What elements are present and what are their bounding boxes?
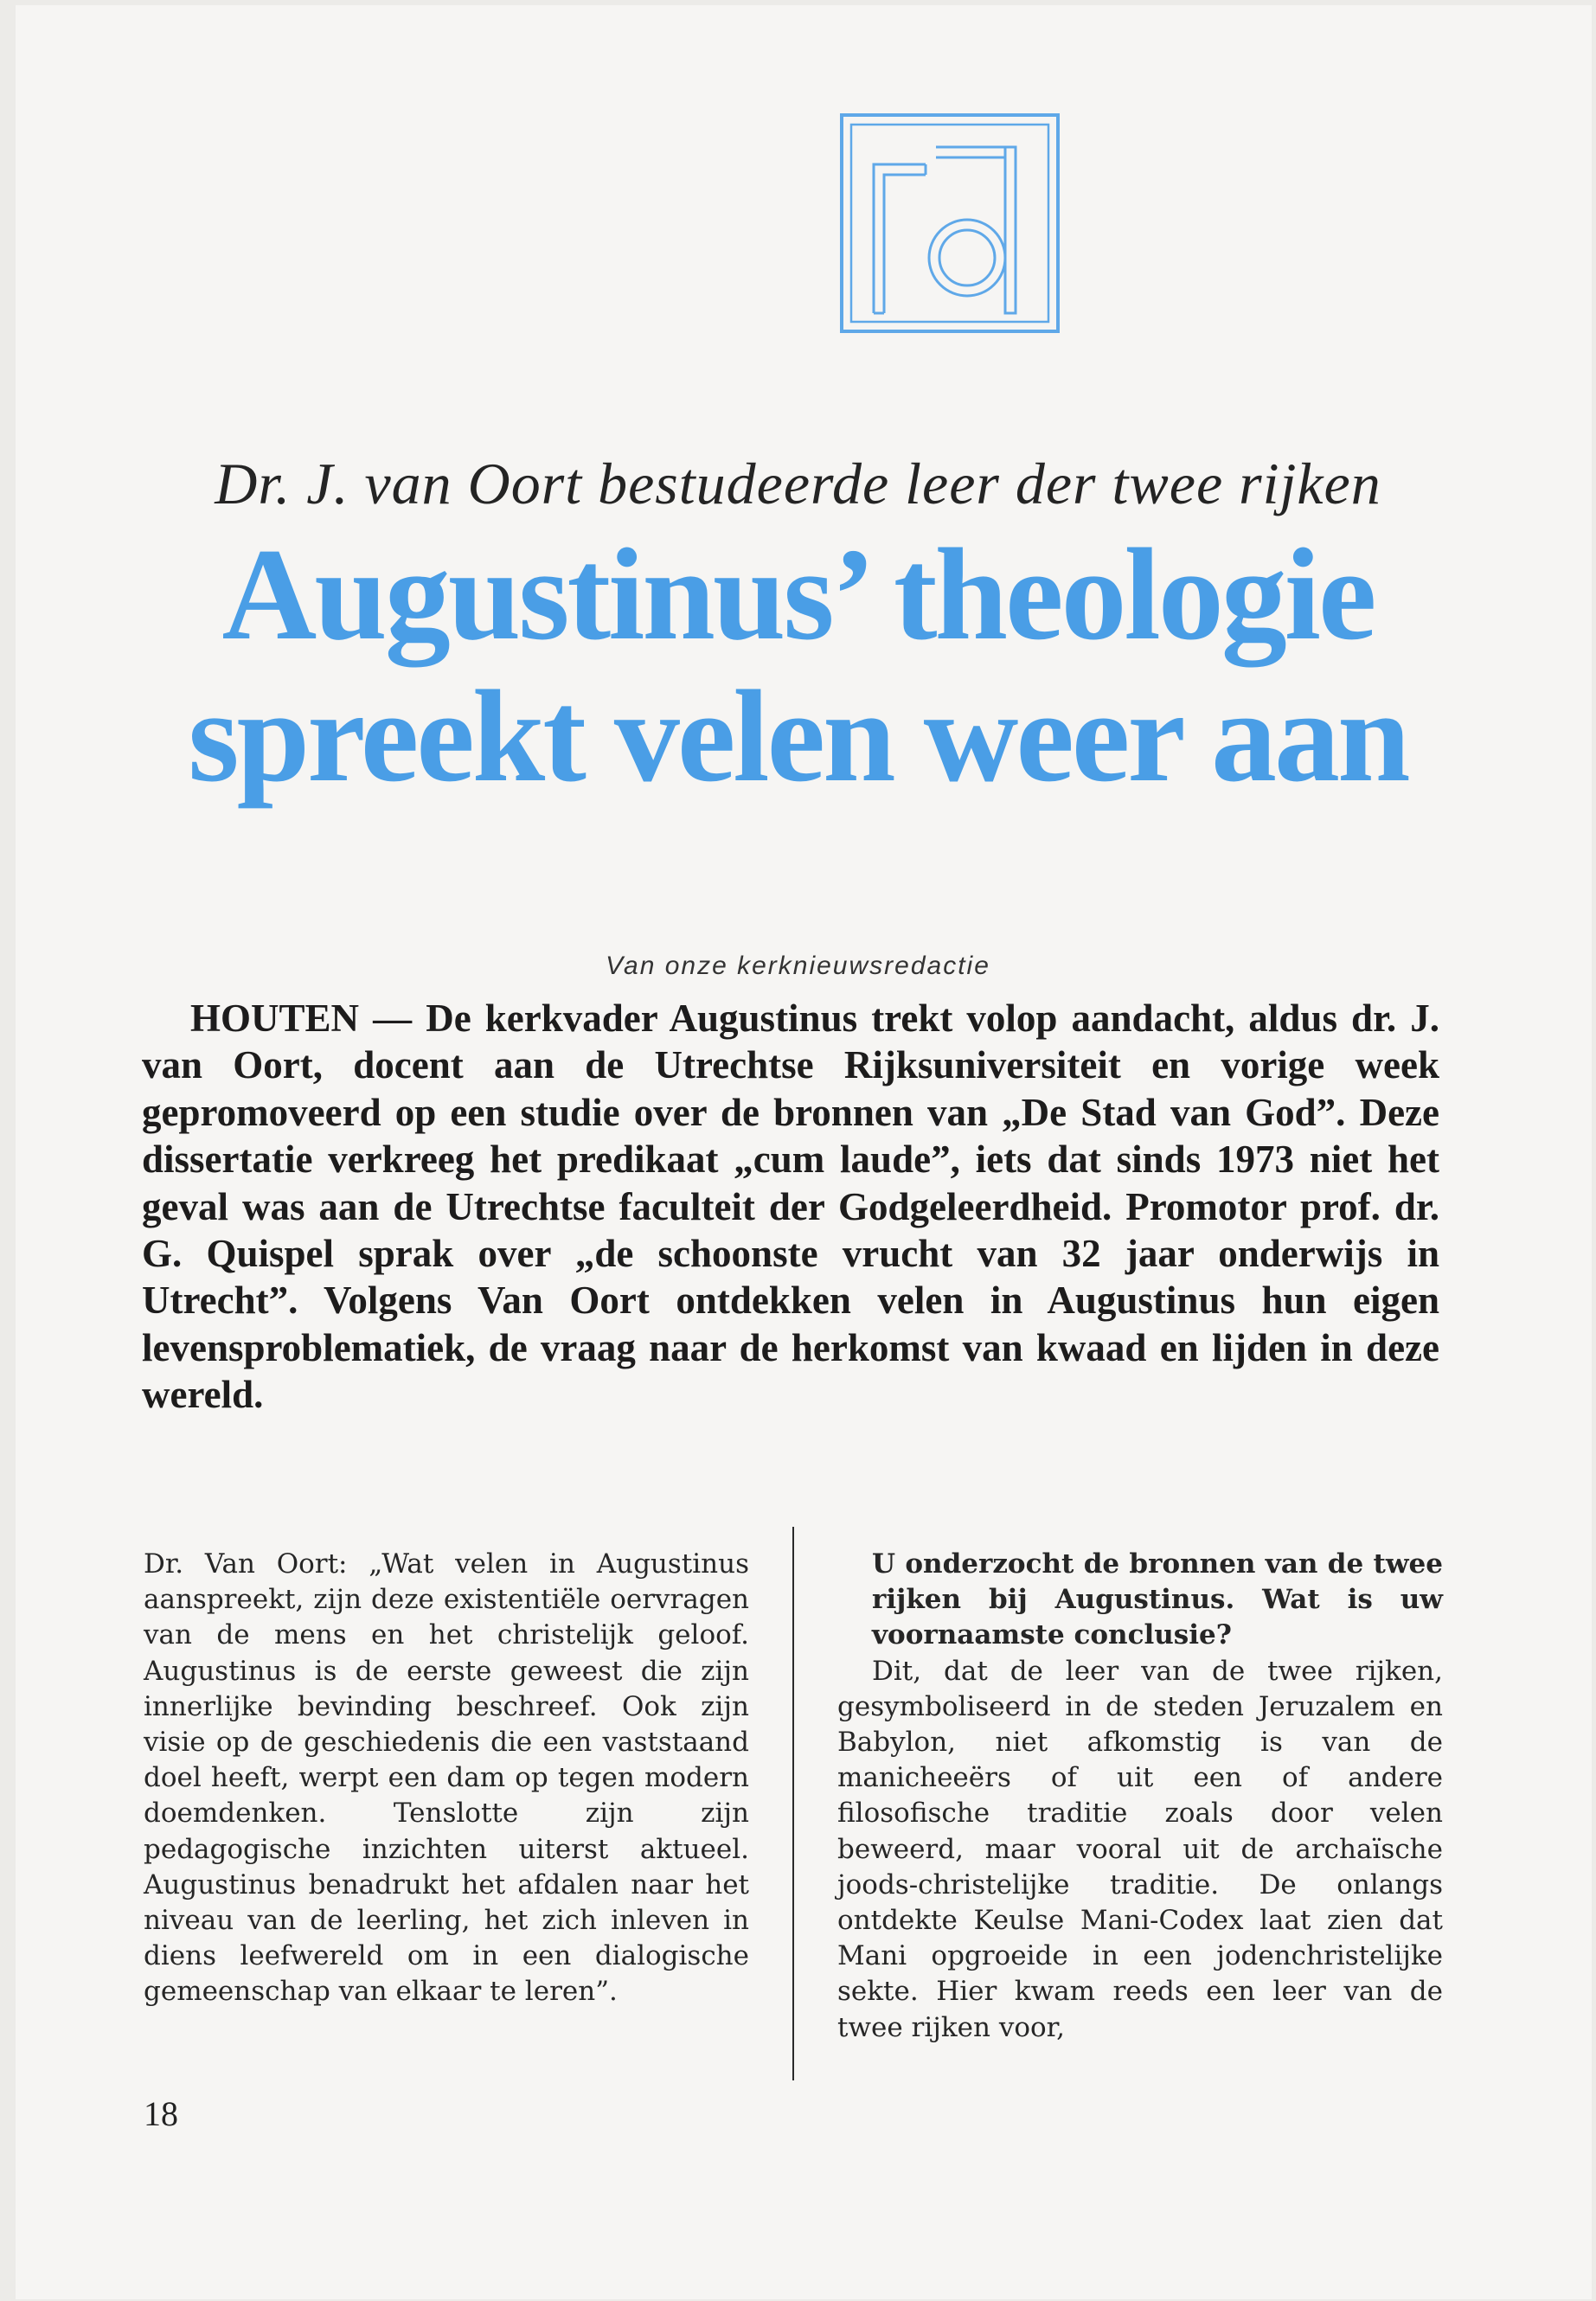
article-headline [0,523,1596,807]
article-byline: Van onze kerknieuwsredactie [606,952,990,980]
column-divider [792,1527,794,2080]
page-number: 18 [144,2094,178,2133]
body-column-left: Dr. Van Oort: „Wat velen in Augustinus aanspreekt, zijn deze existentiële oervragen van de mens en het christelijk geloof. Augustinus is de eerste geweest die zijn innerlijke bevinding beschreef. Ook zijn visie op de geschiedenis die een vaststaand doel heeft, werpt een dam op tegen modern doemdenken. Tenslotte zijn zijn pedagogische inzichten uiterst aktueel. Augustinus benadrukt het afdalen naar het niveau van de leerling, het zich inleven in diens leefwereld om in een dialogische gemeenschap van elkaar te leren”. [144,1548,749,2008]
rd-logo [839,112,1061,334]
interview-question: U onderzocht de bronnen van de twee rijken bij Augustinus. Wat is uw voornaamste conclusie? [872,1548,1443,1651]
headline-line-2: spreekt velen weer aan [188,663,1408,809]
body-column-right [837,1547,1443,2046]
interview-answer: Dit, dat de leer van de twee rijken, gesymboliseerd in de steden Jeruzalem en Babylon, niet afkomstig is van de manicheeërs of uit een of andere filosofische traditie zoals door velen beweerd, maar vooral uit de archaïsche joods-christelijke traditie. De onlangs ontdekte Keulse Mani-Codex laat zien dat Mani opgroeide in een jodenchristelijke sekte. Hier kwam reeds een leer van de twee rijken voor, [837,1655,1443,2043]
article-lead: HOUTEN — De kerkvader Augustinus trekt volop aandacht, aldus dr. J. van Oort, docent aan de Utrechtse Rijksuniversiteit en vorige week gepromoveerd op een studie over de bronnen van „De Stad van God”. Deze dissertatie verkreeg het predikaat „cum laude”, iets dat sinds 1973 niet het geval was aan de Utrechtse faculteit der Godgeleerdheid. Promotor prof. dr. G. Quispel sprak over „de schoonste vrucht van 32 jaar onderwijs in Utrecht”. Volgens Van Oort ontdekken velen in Augustinus hun eigen levensproblematiek, de vraag naar de herkomst van kwaad en lijden in deze wereld. [142,997,1439,1417]
headline-line-1: Augustinus’ theologie [221,522,1375,667]
article-kicker: Dr. J. van Oort bestudeerde leer der twee rijken [215,451,1381,516]
